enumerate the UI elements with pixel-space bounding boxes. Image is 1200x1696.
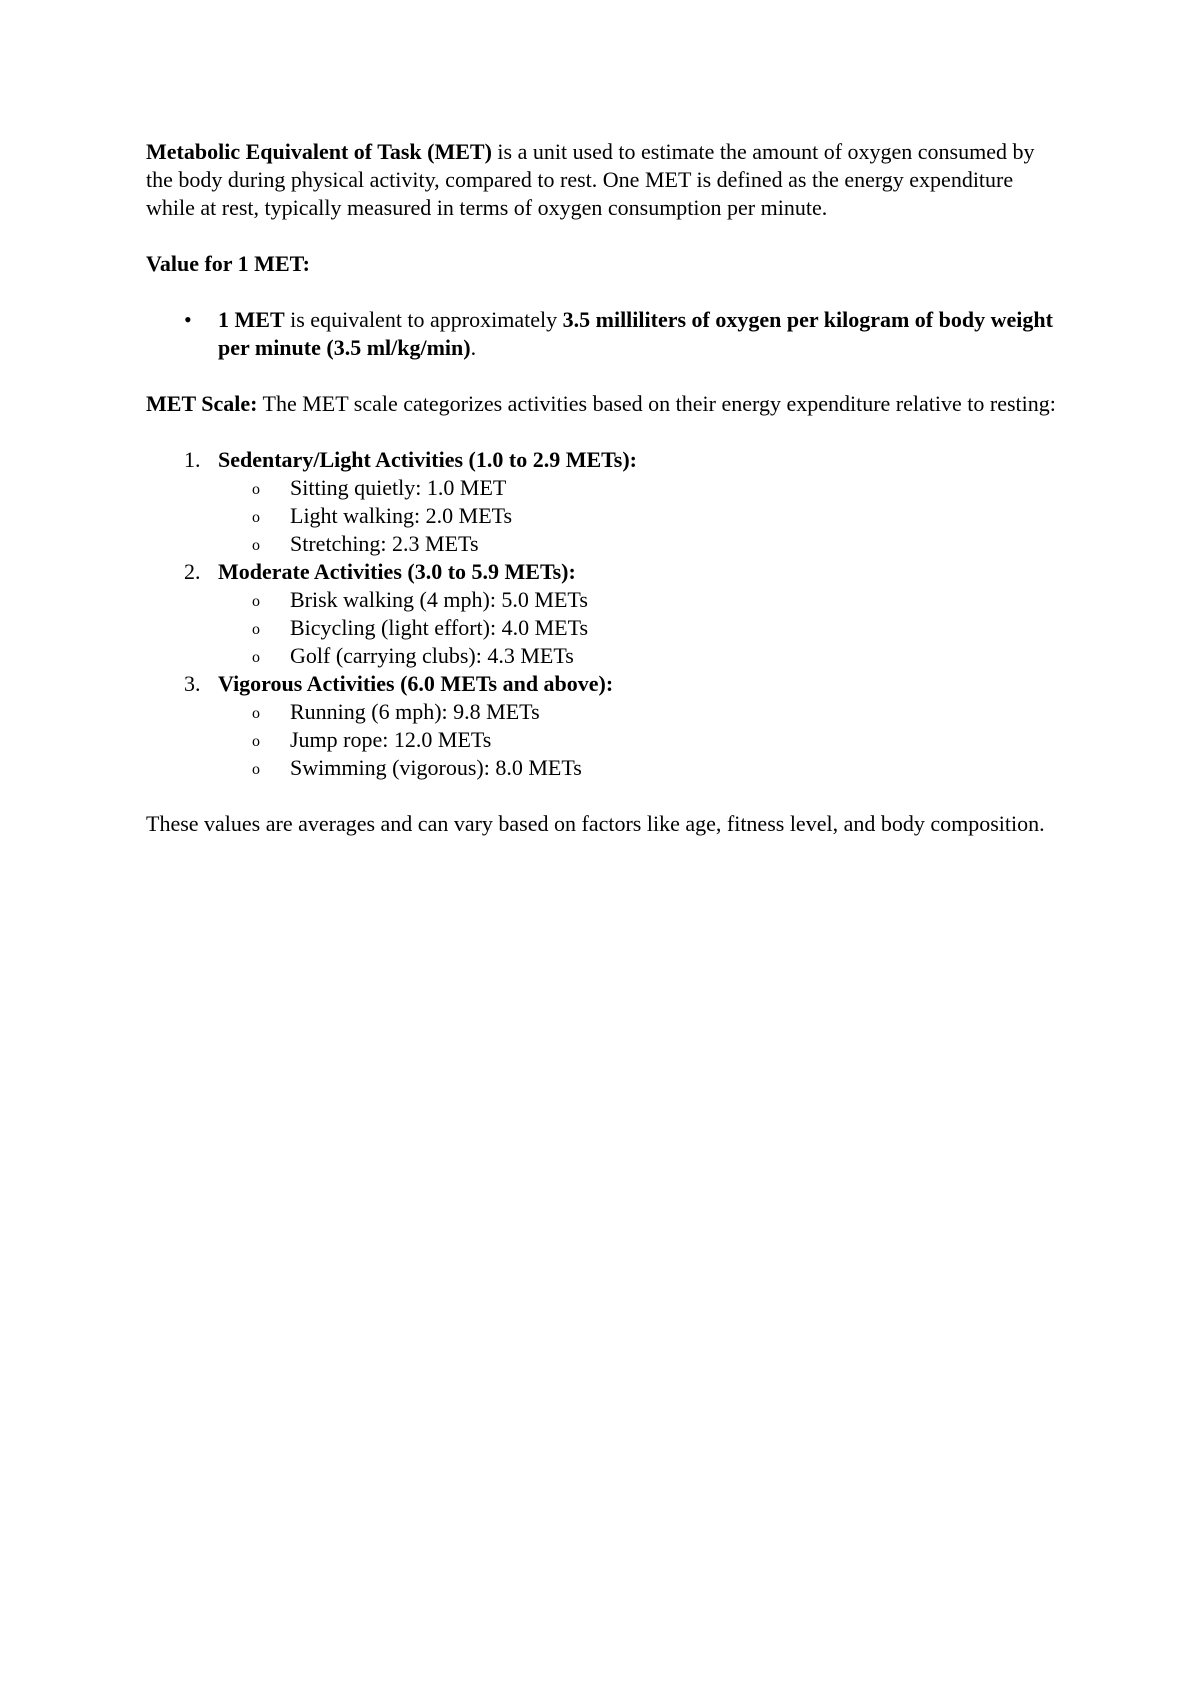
level-number: 3. — [184, 671, 201, 696]
value-bullet-item — [146, 306, 1066, 362]
scale-text: The MET scale categorizes activities based on their energy expenditure relative to resting: — [257, 391, 1056, 416]
circle-bullet-icon: o — [252, 649, 260, 666]
activity-example-text: Running (6 mph): 9.8 METs — [290, 699, 540, 724]
activity-level-item — [146, 446, 1066, 558]
intro-term: Metabolic Equivalent of Task (MET) — [146, 139, 492, 164]
activity-example-item — [218, 754, 1066, 782]
activity-example-item — [218, 614, 1066, 642]
circle-bullet-icon: o — [252, 593, 260, 610]
activity-example-text: Light walking: 2.0 METs — [290, 503, 513, 528]
value-heading: Value for 1 MET: — [146, 251, 310, 276]
activity-example-text: Golf (carrying clubs): 4.3 METs — [290, 643, 574, 668]
circle-bullet-icon: o — [252, 537, 260, 554]
activity-example-item — [218, 530, 1066, 558]
level-title: Vigorous Activities (6.0 METs and above): — [218, 671, 614, 696]
activity-levels-list — [146, 446, 1066, 782]
activity-example-item — [218, 698, 1066, 726]
circle-bullet-icon: o — [252, 705, 260, 722]
value-tail: . — [470, 335, 477, 360]
activity-example-text: Stretching: 2.3 METs — [290, 531, 479, 556]
document-page — [146, 138, 1066, 838]
value-bullet-list — [146, 306, 1066, 362]
activity-example-item — [218, 502, 1066, 530]
level-number: 2. — [184, 559, 201, 584]
activity-example-text: Bicycling (light effort): 4.0 METs — [290, 615, 589, 640]
activity-example-item — [218, 726, 1066, 754]
closing-paragraph: These values are averages and can vary based on factors like age, fitness level, and body composition. — [146, 811, 1045, 836]
value-bold-start: 1 MET — [218, 307, 285, 332]
circle-bullet-icon: o — [252, 481, 260, 498]
activity-example-text: Sitting quietly: 1.0 MET — [290, 475, 507, 500]
activity-level-item — [146, 558, 1066, 670]
bullet-icon: • — [184, 307, 192, 332]
scale-label: MET Scale: — [146, 391, 258, 416]
scale-paragraph — [146, 390, 1066, 418]
activity-level-item — [146, 670, 1066, 782]
intro-paragraph — [146, 138, 1066, 222]
value-bold-end: 3.5 milliliters of oxygen per kilogram of body weight per minute (3.5 ml/kg/min) — [218, 307, 1053, 360]
circle-bullet-icon: o — [252, 509, 260, 526]
activity-examples-list — [218, 586, 1066, 670]
activity-examples-list — [218, 474, 1066, 558]
intro-text: is a unit used to estimate the amount of oxygen consumed by the body during physical activity, compared to rest. One MET is defined as the energy expenditure while at rest, typically measured in terms of oxygen consumption per minute. — [146, 139, 1035, 220]
activity-example-item — [218, 586, 1066, 614]
activity-example-text: Jump rope: 12.0 METs — [290, 727, 492, 752]
level-title: Moderate Activities (3.0 to 5.9 METs): — [218, 559, 576, 584]
level-number: 1. — [184, 447, 201, 472]
circle-bullet-icon: o — [252, 733, 260, 750]
value-middle: is equivalent to approximately — [284, 307, 563, 332]
activity-examples-list — [218, 698, 1066, 782]
activity-example-item — [218, 474, 1066, 502]
level-title: Sedentary/Light Activities (1.0 to 2.9 METs): — [218, 447, 637, 472]
activity-example-item — [218, 642, 1066, 670]
circle-bullet-icon: o — [252, 621, 260, 638]
circle-bullet-icon: o — [252, 761, 260, 778]
activity-example-text: Swimming (vigorous): 8.0 METs — [290, 755, 582, 780]
activity-example-text: Brisk walking (4 mph): 5.0 METs — [290, 587, 588, 612]
